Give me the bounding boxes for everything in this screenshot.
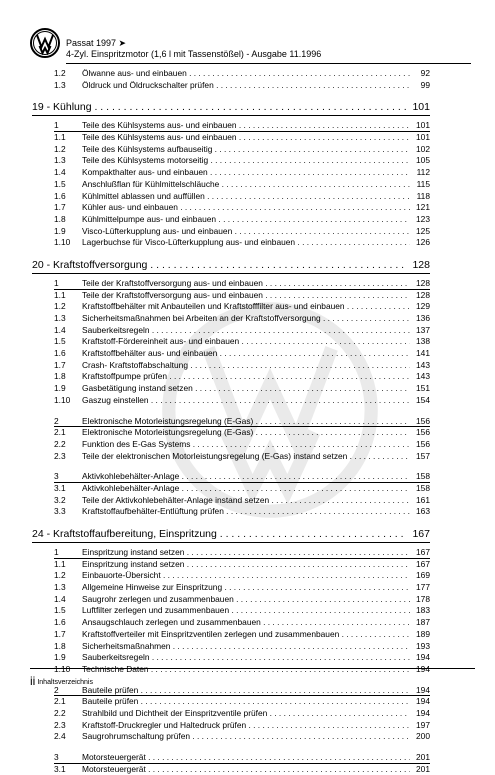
toc-entry[interactable] (54, 144, 430, 156)
toc-entry-number: 2.3 (54, 719, 66, 730)
toc-entry-page: 154 (416, 394, 430, 405)
toc-entry-title: Öldruck und Öldruckschalter prüfen . . . (82, 80, 410, 92)
toc-entry-page: 136 (416, 313, 430, 323)
chapter-title: 19 - Kühlung . . . (32, 99, 406, 115)
toc-entry[interactable] (54, 559, 430, 571)
toc-entry-page: 129 (416, 301, 430, 312)
toc-entry-title: Motorsteuergerät . . . (82, 752, 410, 764)
toc-entry[interactable] (54, 167, 430, 179)
toc-entry-page: 163 (416, 506, 430, 517)
toc-entry-title: Kompakthalter aus- und einbauen . . . (82, 167, 410, 179)
header-text (66, 38, 321, 60)
toc-entry[interactable] (54, 652, 430, 664)
toc-entry-page: 123 (416, 213, 430, 224)
toc-entry-page: 194 (416, 707, 430, 718)
toc-entry-page: 161 (416, 494, 430, 505)
toc-entry[interactable] (54, 301, 430, 313)
toc-entry-title: Kraftstoff-Druckregler und Haltedruck prüfen . . . (82, 720, 410, 732)
toc-entry[interactable] (54, 495, 430, 507)
toc-entry-title: Teile der elektronischen Motorleistungsregelung (E-Gas) instand setzen . . . (82, 451, 410, 463)
toc-entry[interactable] (54, 720, 430, 732)
toc-entry-number: 3.2 (54, 494, 66, 505)
toc-entry[interactable] (54, 708, 430, 720)
toc-entry-title: Kühlmittelpumpe aus- und einbauen . . . (82, 214, 410, 226)
toc-entry-title: Saugrohrumschaltung prüfen . . . (82, 731, 410, 743)
toc-entry-number: 1.4 (54, 593, 66, 604)
toc-entry[interactable] (54, 764, 430, 775)
toc-entry-title: Ölwanne aus- und einbauen . . . (82, 68, 410, 80)
toc-entry-title: Aktivkohlebehälter-Anlage . . . (82, 483, 410, 495)
toc-entry-page: 141 (416, 348, 430, 359)
toc-entry[interactable] (54, 617, 430, 629)
toc-entry-title: Ansaugschlauch zerlegen und zusammenbauen . . . (82, 617, 410, 629)
toc-entry-title: Elektronische Motorleistungsregelung (E-Gas) . . . (82, 427, 410, 439)
toc-entry-number: 3.1 (54, 763, 66, 774)
toc-entry-title: Elektronische Motorleistungsregelung (E-Gas) . . . (82, 416, 410, 428)
toc-entry[interactable] (54, 214, 430, 226)
toc-entry[interactable] (54, 155, 430, 167)
toc-entry-page: 118 (416, 190, 430, 201)
toc-entry-title: Sauberkeitsregeln . . . (82, 652, 410, 664)
toc-entry-title: Einbauorte-Übersicht . . . (82, 570, 410, 582)
toc-entry-title: Sicherheitsmaßnahmen bei Arbeiten an der Kraftstoffversorgung . . . (82, 313, 410, 325)
toc-entry-page: 125 (416, 225, 430, 236)
toc-entry-title: Kraftstoffbehälter mit Anbauteilen und Kraftstofffilter aus- und einbauen . . . (82, 301, 410, 313)
toc-entry[interactable] (54, 439, 430, 451)
toc-entry-title: Kühlmittel ablassen und auffüllen . . . (82, 191, 410, 203)
toc-entry-page: 178 (416, 593, 430, 604)
toc-entry-title: Bauteile prüfen . . . (82, 685, 410, 697)
header-engine: 4-Zyl. Einspritzmotor (1,6 l mit Tassenstößel) - Ausgabe 11.1996 (66, 49, 322, 59)
toc-entry[interactable] (54, 360, 430, 372)
chapter-page: 101 (412, 101, 430, 114)
toc-entry-number: 1.9 (54, 383, 66, 394)
toc-entry-number: 1.1 (54, 558, 66, 569)
toc-entry[interactable] (54, 696, 430, 708)
toc-entry-number: 1.2 (54, 68, 66, 78)
toc-entry-title: Motorsteuergerät . . . (82, 764, 410, 775)
toc-entry-page: 201 (416, 763, 430, 774)
toc-entry-page: 101 (416, 120, 430, 131)
toc-entry-page: 183 (416, 605, 430, 616)
toc-entry-title: Sicherheitsmaßnahmen . . . (82, 641, 410, 653)
toc-entry-title: Sauberkeitsregeln . . . (82, 325, 410, 337)
toc-entry-page: 193 (416, 640, 430, 651)
toc-entry-title: Kraftstoffaufbehälter-Entlüftung prüfen . . . (82, 506, 410, 518)
toc-entry[interactable] (54, 80, 430, 92)
toc-entry[interactable] (54, 570, 430, 582)
toc-entry-number: 1.5 (54, 336, 66, 347)
toc-entry-title: Gaszug einstellen . . . (82, 395, 410, 407)
toc-entry-page: 194 (416, 652, 430, 663)
toc-entry-page: 156 (416, 438, 430, 449)
toc-entry[interactable] (54, 290, 430, 302)
toc-entry-number: 1.4 (54, 324, 66, 335)
toc-entry[interactable] (54, 483, 430, 495)
toc-entry-title: Einspritzung instand setzen . . . (82, 559, 410, 571)
toc-entry[interactable] (54, 752, 430, 764)
toc-entry-number: 1.7 (54, 628, 66, 639)
toc-entry-title: Kraftstoff-Fördereinheit aus- und einbauen . . . (82, 336, 410, 348)
chapter-divider (32, 273, 430, 274)
toc-entry-page: 197 (416, 719, 430, 730)
toc-entry-title: Teile der Kraftstoffversorgung aus- und einbauen . . . (82, 290, 410, 302)
toc-entry-title: Kraftstoffbehälter aus- und einbauen . . . (82, 348, 410, 360)
toc-entry-page: 137 (416, 324, 430, 335)
toc-entry-page: 138 (416, 336, 430, 347)
chapter-title: 20 - Kraftstoffversorgung . . . (32, 257, 406, 273)
toc-entry-number: 1.2 (54, 301, 66, 312)
toc-entry-page: 102 (416, 143, 430, 154)
toc-entry-number: 2.3 (54, 450, 66, 461)
toc-entry[interactable] (54, 641, 430, 653)
toc-entry-page: 105 (416, 155, 430, 166)
toc-entry-title: Bauteile prüfen . . . (82, 696, 410, 708)
toc-entry-page: 126 (416, 237, 430, 248)
chapter-page: 128 (412, 258, 430, 271)
toc-entry-number: 3.1 (54, 482, 66, 493)
toc-entry-title: Teile der Kraftstoffversorgung aus- und einbauen . . . (82, 278, 410, 290)
toc-entry-number: 1.3 (54, 155, 66, 166)
toc-entry-page: 156 (416, 415, 430, 426)
page-header (30, 28, 475, 66)
toc-entry-number: 2.1 (54, 427, 66, 438)
footer-divider (30, 668, 475, 669)
toc-entry-page: 128 (416, 277, 430, 288)
toc-entry-page: 112 (416, 167, 430, 178)
toc-entry-page: 167 (416, 558, 430, 569)
toc-entry-number: 1.6 (54, 617, 66, 628)
toc-entry-number: 1.1 (54, 289, 66, 300)
vw-logo-icon (30, 28, 60, 58)
toc-entry[interactable] (54, 471, 430, 483)
toc-entry-title: Technische Daten . . . (82, 664, 410, 676)
toc-entry-title: Kühler aus- und einbauen . . . (82, 202, 410, 214)
footer-label: Inhaltsverzeichnis (37, 679, 93, 686)
toc-entry-number: 1.2 (54, 570, 66, 581)
toc-entry-page: 151 (416, 383, 430, 394)
toc-entry-page: 99 (420, 79, 430, 90)
header-divider (66, 63, 471, 64)
toc-entry-title: Teile der Aktivkohlebehälter-Anlage instand setzen . . . (82, 495, 410, 507)
toc-entry[interactable] (54, 395, 430, 407)
toc-entry-number: 1.5 (54, 178, 66, 189)
toc-entry-number: 1.10 (54, 663, 71, 674)
toc-entry-page: 169 (416, 570, 430, 581)
page-footer (30, 674, 93, 688)
toc-entry[interactable] (54, 68, 430, 80)
toc-entry-number: 1.3 (54, 313, 66, 323)
toc-entry-number: 1.7 (54, 359, 66, 370)
toc-entry-title: Visco-Lüfterkupplung aus- und einbauen . . . (82, 226, 410, 238)
toc-entry-page: 143 (416, 359, 430, 370)
toc-entry[interactable] (54, 594, 430, 606)
toc-entry-number: 2 (54, 415, 59, 426)
toc-entry-title: Aktivkohlebehälter-Anlage . . . (82, 471, 410, 483)
toc-entry-number: 1.9 (54, 225, 66, 236)
toc-entry-number: 2.4 (54, 731, 66, 742)
toc-entry-number: 1.4 (54, 167, 66, 178)
toc-entry-title: Gasbetätigung instand setzen . . . (82, 383, 410, 395)
toc-entry[interactable] (54, 237, 430, 249)
toc-entry[interactable] (54, 191, 430, 203)
toc-entry[interactable] (54, 664, 430, 676)
toc-entry-page: 121 (416, 202, 430, 213)
toc-entry[interactable] (54, 731, 430, 743)
toc-entry[interactable] (54, 132, 430, 144)
toc-entry-page: 92 (420, 68, 430, 78)
toc-entry-number: 1 (54, 277, 59, 288)
chapter-divider (32, 115, 430, 116)
chapter-title: 24 - Kraftstoffaufbereitung, Einspritzung . . . (32, 526, 406, 542)
toc-entry-page: 177 (416, 582, 430, 593)
toc-entry-number: 2.2 (54, 438, 66, 449)
toc-entry-page: 101 (416, 132, 430, 143)
chapter-page: 167 (412, 528, 430, 540)
toc-entry-page: 158 (416, 482, 430, 493)
toc-entry-title: Funktion des E-Gas Systems . . . (82, 439, 410, 451)
chapter-heading[interactable] (32, 526, 430, 542)
toc-entry-page: 201 (416, 752, 430, 762)
toc-entry-number: 2 (54, 684, 59, 695)
toc-entry-page: 115 (416, 178, 430, 189)
toc-entry-number: 1.8 (54, 371, 66, 382)
toc-entry-title: Lagerbuchse für Visco-Lüfterkupplung aus- und einbauen . . . (82, 237, 410, 249)
toc-entry-title: Strahlbild und Dichtheit der Einspritzventile prüfen . . . (82, 708, 410, 720)
toc-entry-page: 157 (416, 450, 430, 461)
toc-entry[interactable] (54, 325, 430, 337)
toc-entry[interactable] (54, 348, 430, 360)
toc-entry[interactable] (54, 313, 430, 325)
toc-entry-number: 2.2 (54, 707, 66, 718)
toc-entry[interactable] (54, 629, 430, 641)
toc-entry-number: 1.10 (54, 394, 71, 405)
footer-page-number: ii (30, 674, 36, 688)
toc-entry[interactable] (54, 605, 430, 617)
toc-entry-page: 189 (416, 628, 430, 639)
toc-entry-title: Crash- Kraftstoffabschaltung . . . (82, 360, 410, 372)
toc-entry-page: 187 (416, 617, 430, 628)
toc-entry[interactable] (54, 547, 430, 559)
toc-entry-number: 1.8 (54, 213, 66, 224)
toc-entry-title: Teile des Kühlsystems motorseitig . . . (82, 155, 410, 167)
toc-entry-number: 1.6 (54, 348, 66, 359)
toc-entry[interactable] (54, 451, 430, 463)
toc-entry[interactable] (54, 179, 430, 191)
toc-entry-number: 1.8 (54, 640, 66, 651)
toc-entry-number: 1.7 (54, 202, 66, 213)
toc-entry[interactable] (54, 383, 430, 395)
toc-entry[interactable] (54, 506, 430, 518)
toc-entry-number: 1.10 (54, 237, 71, 248)
toc-entry[interactable] (54, 371, 430, 383)
chapter-divider (32, 542, 430, 543)
toc-entry-number: 1 (54, 120, 59, 131)
toc-entry-number: 3.3 (54, 506, 66, 517)
toc-entry-title: Teile des Kühlsystems aus- und einbauen . . . (82, 120, 410, 132)
toc-entry-number: 1.1 (54, 132, 66, 143)
chapter-heading[interactable] (32, 99, 430, 115)
toc-entry-title: Kraftstoffverteiler mit Einspritzventilen zerlegen und zusammenbauen . . . (82, 629, 410, 641)
toc-entry-title: Saugrohr zerlegen und zusammenbauen . . . (82, 594, 410, 606)
toc-entry-number: 1.3 (54, 582, 66, 593)
header-model: Passat 1997 ➤ (66, 38, 127, 48)
toc-entry-page: 194 (416, 696, 430, 707)
toc-entry-title: Teile des Kühlsystems aufbauseitig . . . (82, 144, 410, 156)
toc-entry-number: 1.3 (54, 79, 66, 90)
toc-entry-page: 194 (416, 684, 430, 695)
toc-entry-number: 1 (54, 547, 59, 557)
toc-entry-page: 156 (416, 427, 430, 438)
toc-entry-title: Anschlußflan für Kühlmittelschläuche . . . (82, 179, 410, 191)
toc-entry[interactable] (54, 278, 430, 290)
toc-entry[interactable] (54, 685, 430, 697)
chapter-heading[interactable] (32, 257, 430, 273)
toc-entry-title: Teile des Kühlsystems aus- und einbauen . . . (82, 132, 410, 144)
toc-entry[interactable] (54, 202, 430, 214)
toc-entry-number: 3 (54, 752, 59, 762)
toc-entry-page: 200 (416, 731, 430, 742)
toc-entry[interactable] (54, 416, 430, 428)
toc-entry-page: 167 (416, 547, 430, 557)
toc-entry-title: Allgemeine Hinweise zur Einspritzung . . . (82, 582, 410, 594)
toc-entry[interactable] (54, 427, 430, 439)
toc-entry-page: 194 (416, 663, 430, 674)
toc-entry[interactable] (54, 120, 430, 132)
toc-entry-title: Luftfilter zerlegen und zusammenbauen . . . (82, 605, 410, 617)
toc-entry-number: 1.6 (54, 190, 66, 201)
toc-entry[interactable] (54, 226, 430, 238)
toc-entry-title: Einspritzung instand setzen . . . (82, 547, 410, 559)
toc-entry-number: 1.9 (54, 652, 66, 663)
toc-entry-number: 2.1 (54, 696, 66, 707)
toc-entry[interactable] (54, 336, 430, 348)
toc-entry-number: 3 (54, 471, 59, 482)
toc-entry-title: Kraftstoffpumpe prüfen . . . (82, 371, 410, 383)
toc-entry-page: 158 (416, 471, 430, 482)
toc-entry-number: 1.5 (54, 605, 66, 616)
toc-entry-page: 143 (416, 371, 430, 382)
toc-entry-number: 1.2 (54, 143, 66, 154)
toc-entry[interactable] (54, 582, 430, 594)
toc-entry-page: 128 (416, 289, 430, 300)
